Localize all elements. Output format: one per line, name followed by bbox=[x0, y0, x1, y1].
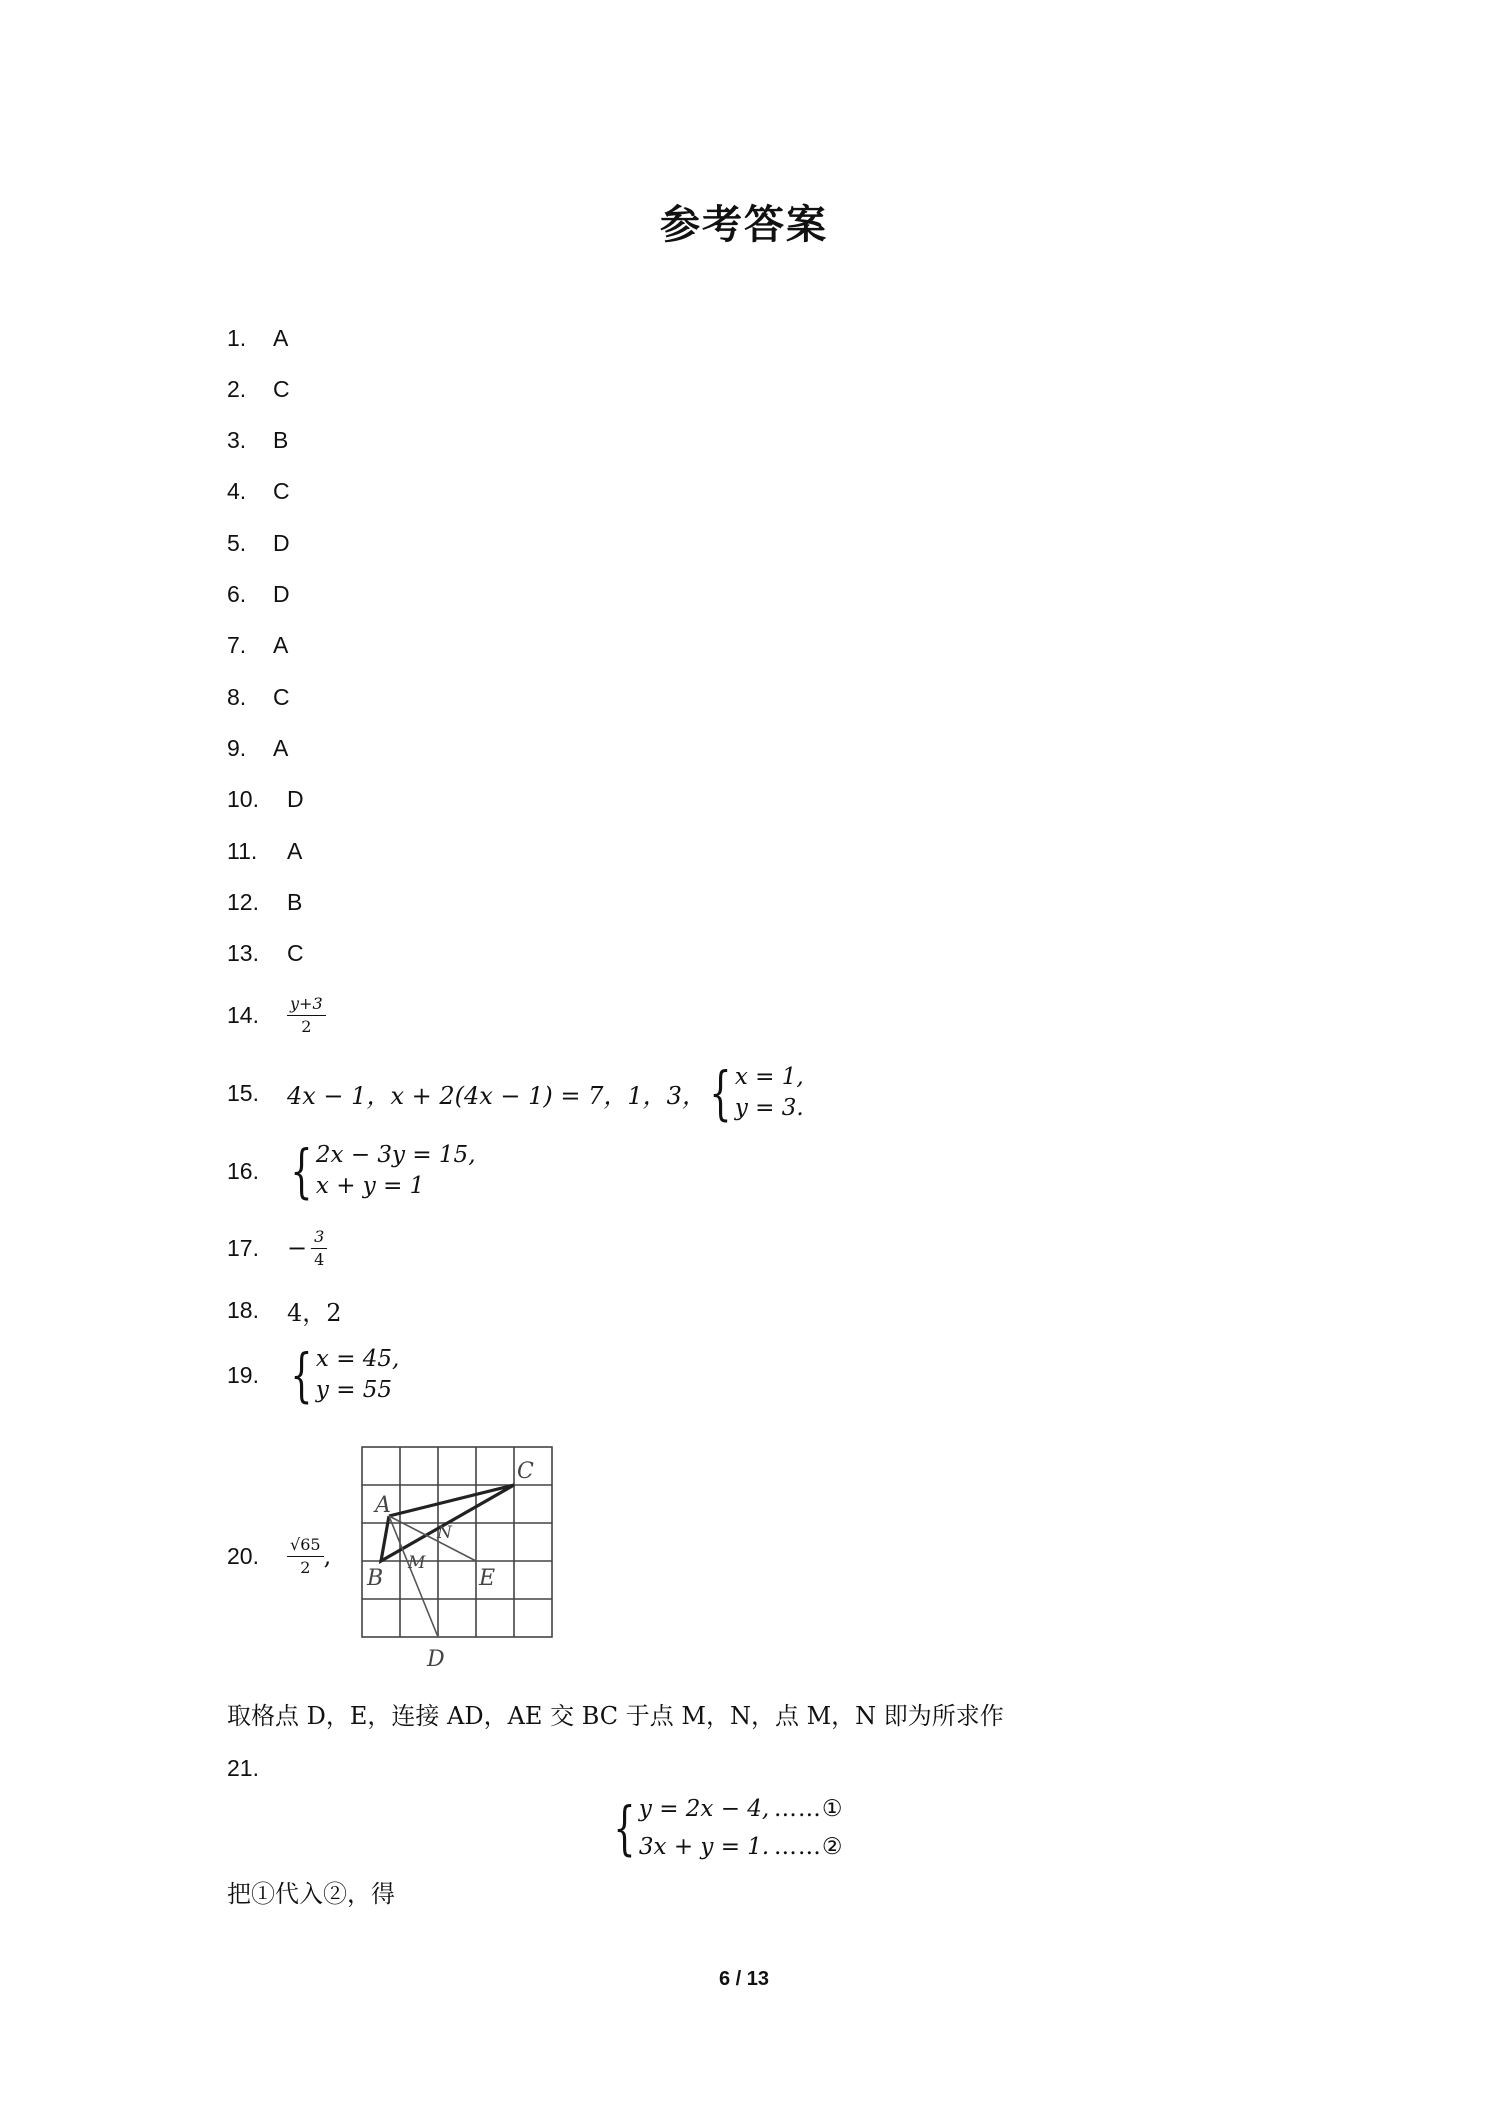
fraction bbox=[311, 1228, 327, 1268]
fraction-denominator: 4 bbox=[314, 1249, 325, 1269]
answer-row bbox=[227, 523, 290, 563]
page-title: 参考答案 bbox=[660, 201, 828, 248]
equation-line: 2x − 3y = 15, bbox=[315, 1142, 476, 1168]
equation-marker: ……② bbox=[773, 1834, 844, 1860]
equation-text: 3x + y = 1. bbox=[638, 1834, 770, 1860]
answer-row bbox=[227, 421, 288, 461]
answer-row bbox=[227, 780, 304, 820]
answer-choice: C bbox=[273, 478, 290, 505]
page-number: 6 / 13 bbox=[718, 1968, 770, 1990]
label-e: E bbox=[479, 1566, 496, 1591]
answer-choice: D bbox=[287, 786, 304, 813]
answer-row bbox=[227, 882, 302, 922]
label-b: B bbox=[367, 1566, 384, 1591]
equation-system bbox=[287, 1341, 400, 1409]
equation-line-2 bbox=[639, 1828, 909, 1866]
equation-line-1 bbox=[639, 1790, 909, 1828]
question-number: 19. bbox=[227, 1361, 259, 1388]
fraction-numerator: 3 bbox=[311, 1228, 327, 1249]
equation-line: y = 55 bbox=[315, 1377, 393, 1403]
label-a: A bbox=[375, 1493, 391, 1518]
question-number: 10. bbox=[227, 786, 259, 813]
question-number: 2. bbox=[227, 375, 247, 402]
answer-choice: C bbox=[273, 683, 290, 710]
equation-line: x = 45, bbox=[315, 1346, 400, 1372]
fraction bbox=[287, 995, 326, 1035]
answer-row bbox=[227, 369, 290, 409]
answer-choice: D bbox=[273, 581, 290, 607]
equation-line: y = 3. bbox=[734, 1095, 804, 1121]
q21-equation-system bbox=[610, 1790, 909, 1866]
fraction bbox=[287, 1536, 324, 1576]
answer-choice: A bbox=[287, 837, 303, 864]
answer-choice: B bbox=[273, 427, 289, 454]
question-number: 14. bbox=[227, 1001, 259, 1028]
question-number: 9. bbox=[227, 734, 247, 761]
answer-choice: D bbox=[273, 529, 290, 556]
question-number: 21. bbox=[227, 1754, 259, 1781]
answer-row-21 bbox=[227, 1748, 287, 1788]
fraction-numerator: √65 bbox=[287, 1536, 324, 1557]
left-brace: { bbox=[613, 1794, 636, 1862]
question-number: 7. bbox=[227, 632, 247, 659]
answer-choice: A bbox=[273, 324, 289, 351]
equation-text: y = 2x − 4, bbox=[638, 1796, 770, 1822]
comma: , bbox=[323, 1542, 332, 1570]
answer-row bbox=[227, 728, 288, 768]
equation-system bbox=[706, 1059, 804, 1127]
equation-line: x + y = 1 bbox=[315, 1173, 425, 1199]
answer-text: 4，2 bbox=[287, 1298, 342, 1327]
question-number: 18. bbox=[227, 1296, 259, 1323]
label-m: M bbox=[408, 1553, 426, 1573]
answer-row-16 bbox=[227, 1138, 476, 1204]
left-brace: { bbox=[290, 1137, 313, 1205]
grid-geometry-figure bbox=[357, 1440, 557, 1672]
equation-marker: ……① bbox=[773, 1796, 844, 1822]
label-d: D bbox=[427, 1647, 445, 1672]
left-brace: { bbox=[709, 1059, 732, 1127]
equation-line: x = 1, bbox=[734, 1064, 804, 1090]
label-c: C bbox=[517, 1459, 534, 1484]
answer-row bbox=[227, 831, 302, 871]
answer-row-17 bbox=[227, 1222, 327, 1274]
answer-choice: A bbox=[273, 632, 289, 659]
question-number: 4. bbox=[227, 478, 247, 505]
left-brace: { bbox=[290, 1341, 313, 1409]
answer-row-18 bbox=[227, 1290, 342, 1330]
answer-row-19 bbox=[227, 1342, 399, 1408]
question-number: 6. bbox=[227, 581, 247, 607]
q21-followup: 把①代入②，得 bbox=[227, 1880, 395, 1908]
question-number: 3. bbox=[227, 427, 247, 454]
answer-choice: C bbox=[287, 940, 304, 967]
answer-row-15 bbox=[227, 1060, 804, 1126]
question-number: 8. bbox=[227, 683, 247, 710]
answer-row bbox=[227, 934, 304, 974]
question-number: 5. bbox=[227, 529, 247, 556]
fraction-numerator: y+3 bbox=[287, 995, 326, 1016]
answer-choice: A bbox=[273, 734, 289, 761]
answer-row bbox=[227, 318, 288, 358]
question-number: 20. bbox=[227, 1542, 259, 1569]
equation-system bbox=[287, 1137, 476, 1205]
answer-choice: C bbox=[273, 375, 290, 402]
fraction-denominator: 2 bbox=[301, 1016, 312, 1036]
minus-sign: − bbox=[287, 1234, 308, 1262]
question-number: 12. bbox=[227, 888, 259, 915]
answer-row bbox=[227, 677, 290, 717]
label-n: N bbox=[437, 1523, 452, 1543]
q20-explanation: 取格点 D，E，连接 AD，AE 交 BC 于点 M，N，点 M，N 即为所求作 bbox=[227, 1702, 1004, 1730]
construction-lines bbox=[389, 1516, 476, 1637]
question-number: 13. bbox=[227, 940, 259, 967]
question-number: 1. bbox=[227, 324, 247, 351]
fraction-denominator: 2 bbox=[300, 1557, 311, 1577]
answer-row bbox=[227, 472, 290, 512]
answer-row-20 bbox=[227, 1528, 331, 1584]
answer-text: 4x − 1，x + 2(4x − 1) = 7，1，3， bbox=[287, 1081, 706, 1110]
question-number: 17. bbox=[227, 1234, 259, 1261]
answer-row-14 bbox=[227, 990, 326, 1040]
question-number: 16. bbox=[227, 1157, 259, 1184]
question-number: 15. bbox=[227, 1079, 259, 1106]
question-number: 11. bbox=[227, 837, 258, 864]
answer-choice: B bbox=[287, 888, 303, 915]
answer-row bbox=[227, 575, 290, 615]
answer-row bbox=[227, 626, 288, 666]
